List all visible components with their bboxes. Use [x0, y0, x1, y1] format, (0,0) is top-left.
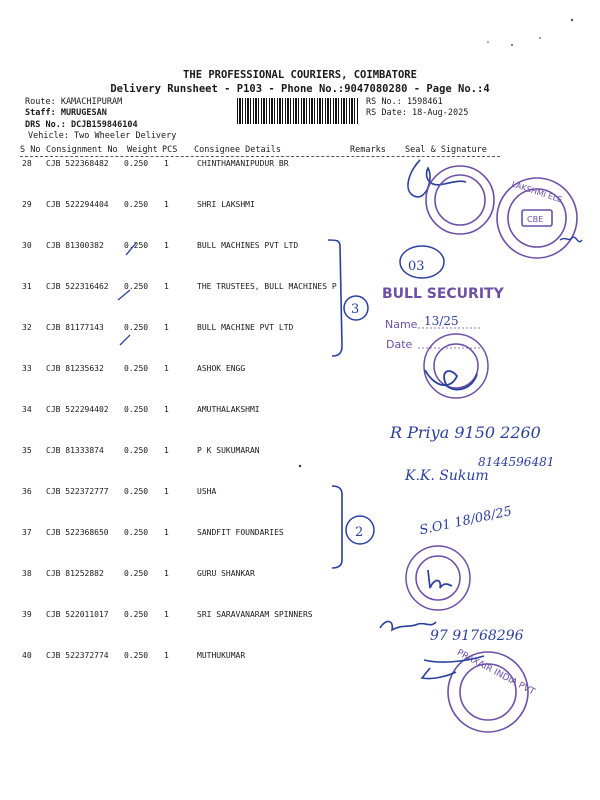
sukumaran-phone: 8144596481	[478, 455, 555, 469]
count-note: 03	[408, 259, 425, 274]
row-consignee: P K SUKUMARAN	[197, 446, 260, 455]
sandfit-date: S.O1 18/08/25	[418, 504, 514, 539]
bull-security-stamp: BULL SECURITY	[382, 286, 504, 302]
row-sno: 37	[22, 528, 32, 537]
row-sno: 35	[22, 446, 32, 455]
spinners-phone: 97 91768296	[430, 628, 524, 644]
row-consignment: CJB 522294404	[46, 200, 109, 209]
row-consignment: CJB 522294402	[46, 405, 109, 414]
sukumaran-signature: K.K. Sukum	[405, 468, 489, 484]
row-consignment: CJB 522368482	[46, 159, 109, 168]
row-weight: 0.250	[124, 241, 149, 250]
row-consignee: MUTHUKUMAR	[197, 651, 246, 660]
signature-row-33	[425, 370, 477, 390]
lakshmi-stamp-cbe: CBE	[527, 215, 544, 224]
tick-mark	[126, 243, 136, 255]
route-label: Route: KAMACHIPURAM	[25, 97, 123, 107]
row-pcs: 1	[164, 405, 169, 414]
row-pcs: 1	[164, 569, 169, 578]
row-sno: 31	[22, 282, 32, 291]
bull-stamp-name: Name	[385, 318, 418, 331]
row-pcs: 1	[164, 446, 169, 455]
bull-date-handwritten: 13/25	[424, 314, 459, 328]
row-sno: 30	[22, 241, 32, 250]
row-consignment: CJB 81235632	[46, 364, 104, 373]
row-sno: 29	[22, 200, 32, 209]
lakshmi-stamp-text: LAKSHMI ELE	[510, 179, 564, 205]
row-weight: 0.250	[124, 200, 149, 209]
ink-dot	[299, 465, 301, 467]
scan-specks	[487, 19, 573, 46]
row-weight: 0.250	[124, 569, 149, 578]
vehicle-label: Vehicle: Two Wheeler Delivery	[28, 131, 177, 141]
row-pcs: 1	[164, 241, 169, 250]
guru-stamp	[406, 546, 470, 610]
row-sno: 40	[22, 651, 32, 660]
row-weight: 0.250	[124, 323, 149, 332]
row-pcs: 1	[164, 364, 169, 373]
row-consignee: BULL MACHINES PVT LTD	[197, 241, 299, 250]
row-consignment: CJB 81252882	[46, 569, 104, 578]
row-sno: 33	[22, 364, 32, 373]
row-pcs: 1	[164, 159, 169, 168]
row-consignee: USHA	[197, 487, 217, 496]
row-pcs: 1	[164, 323, 169, 332]
bull-stamp-date: Date	[386, 338, 413, 351]
row-consignment: CJB 522372777	[46, 487, 109, 496]
row-sno: 36	[22, 487, 32, 496]
row-weight: 0.250	[124, 487, 149, 496]
row-consignee: GURU SHANKAR	[197, 569, 255, 578]
row-consignment: CJB 522368650	[46, 528, 109, 537]
row-consignee: BULL MACHINE PVT LTD	[197, 323, 294, 332]
row-sno: 38	[22, 569, 32, 578]
rs-date: RS Date: 18-Aug-2025	[366, 108, 469, 118]
signature-row-38	[428, 570, 452, 588]
tick-mark	[120, 335, 130, 345]
row-sno: 32	[22, 323, 32, 332]
group-number-2: 2	[355, 525, 364, 540]
company-title: THE PROFESSIONAL COURIERS, COIMBATORE	[183, 69, 417, 81]
row-consignment: CJB 81333874	[46, 446, 104, 455]
col-remarks: Remarks	[350, 145, 386, 155]
row-pcs: 1	[164, 282, 169, 291]
row-consignee: THE TRUSTEES, BULL MACHINES P	[197, 282, 337, 291]
row-consignment: CJB 81177143	[46, 323, 104, 332]
staff-label: Staff: MURUGESAN	[25, 108, 107, 118]
praxair-stamp-text: PRAXAIR INDIA PVT	[455, 647, 537, 698]
row-consignment: CJB 81300382	[46, 241, 104, 250]
tick-mark	[118, 290, 130, 300]
row-weight: 0.250	[124, 282, 149, 291]
col-consignee: Consignee Details	[194, 145, 281, 155]
drs-label: DRS No.: DCJB159846104	[25, 120, 138, 130]
col-weight: Weight	[127, 145, 158, 155]
row-sno: 34	[22, 405, 32, 414]
row-weight: 0.250	[124, 364, 149, 373]
row-weight: 0.250	[124, 159, 149, 168]
row-weight: 0.250	[124, 651, 149, 660]
chinthamani-stamp	[426, 166, 494, 234]
row-weight: 0.250	[124, 528, 149, 537]
col-pcs: PCS	[162, 145, 178, 155]
row-consignment: CJB 522372774	[46, 651, 109, 660]
priya-signature: R Priya 9150 2260	[390, 423, 541, 442]
row-consignment: CJB 522316462	[46, 282, 109, 291]
row-consignee: AMUTHALAKSHMI	[197, 405, 260, 414]
col-consignment: Consignment No	[46, 145, 118, 155]
row-consignee: SHRI LAKSHMI	[197, 200, 255, 209]
signature-row-39	[380, 621, 436, 630]
col-sno: S No	[20, 145, 41, 155]
row-pcs: 1	[164, 528, 169, 537]
row-sno: 39	[22, 610, 32, 619]
row-consignee: SANDFIT FOUNDARIES	[197, 528, 284, 537]
row-weight: 0.250	[124, 610, 149, 619]
row-consignee: SRI SARAVANARAM SPINNERS	[197, 610, 313, 619]
row-pcs: 1	[164, 610, 169, 619]
runsheet-subtitle: Delivery Runsheet - P103 - Phone No.:9047080280 - Page No.:4	[110, 83, 490, 95]
row-consignee: ASHOK ENGG	[197, 364, 246, 373]
group-bracket-bull	[328, 240, 342, 356]
col-seal: Seal & Signature	[405, 145, 487, 155]
row-pcs: 1	[164, 487, 169, 496]
row-consignee: CHINTHAMANIPUDUR BR	[197, 159, 289, 168]
ashok-stamp	[424, 334, 488, 398]
row-consignment: CJB 522011017	[46, 610, 109, 619]
row-sno: 28	[22, 159, 32, 168]
group-bracket-sandfit	[332, 486, 342, 568]
row-pcs: 1	[164, 651, 169, 660]
row-weight: 0.250	[124, 446, 149, 455]
rs-number: RS No.: 1598461	[366, 97, 443, 107]
row-pcs: 1	[164, 200, 169, 209]
group-number-3: 3	[351, 302, 360, 317]
row-weight: 0.250	[124, 405, 149, 414]
